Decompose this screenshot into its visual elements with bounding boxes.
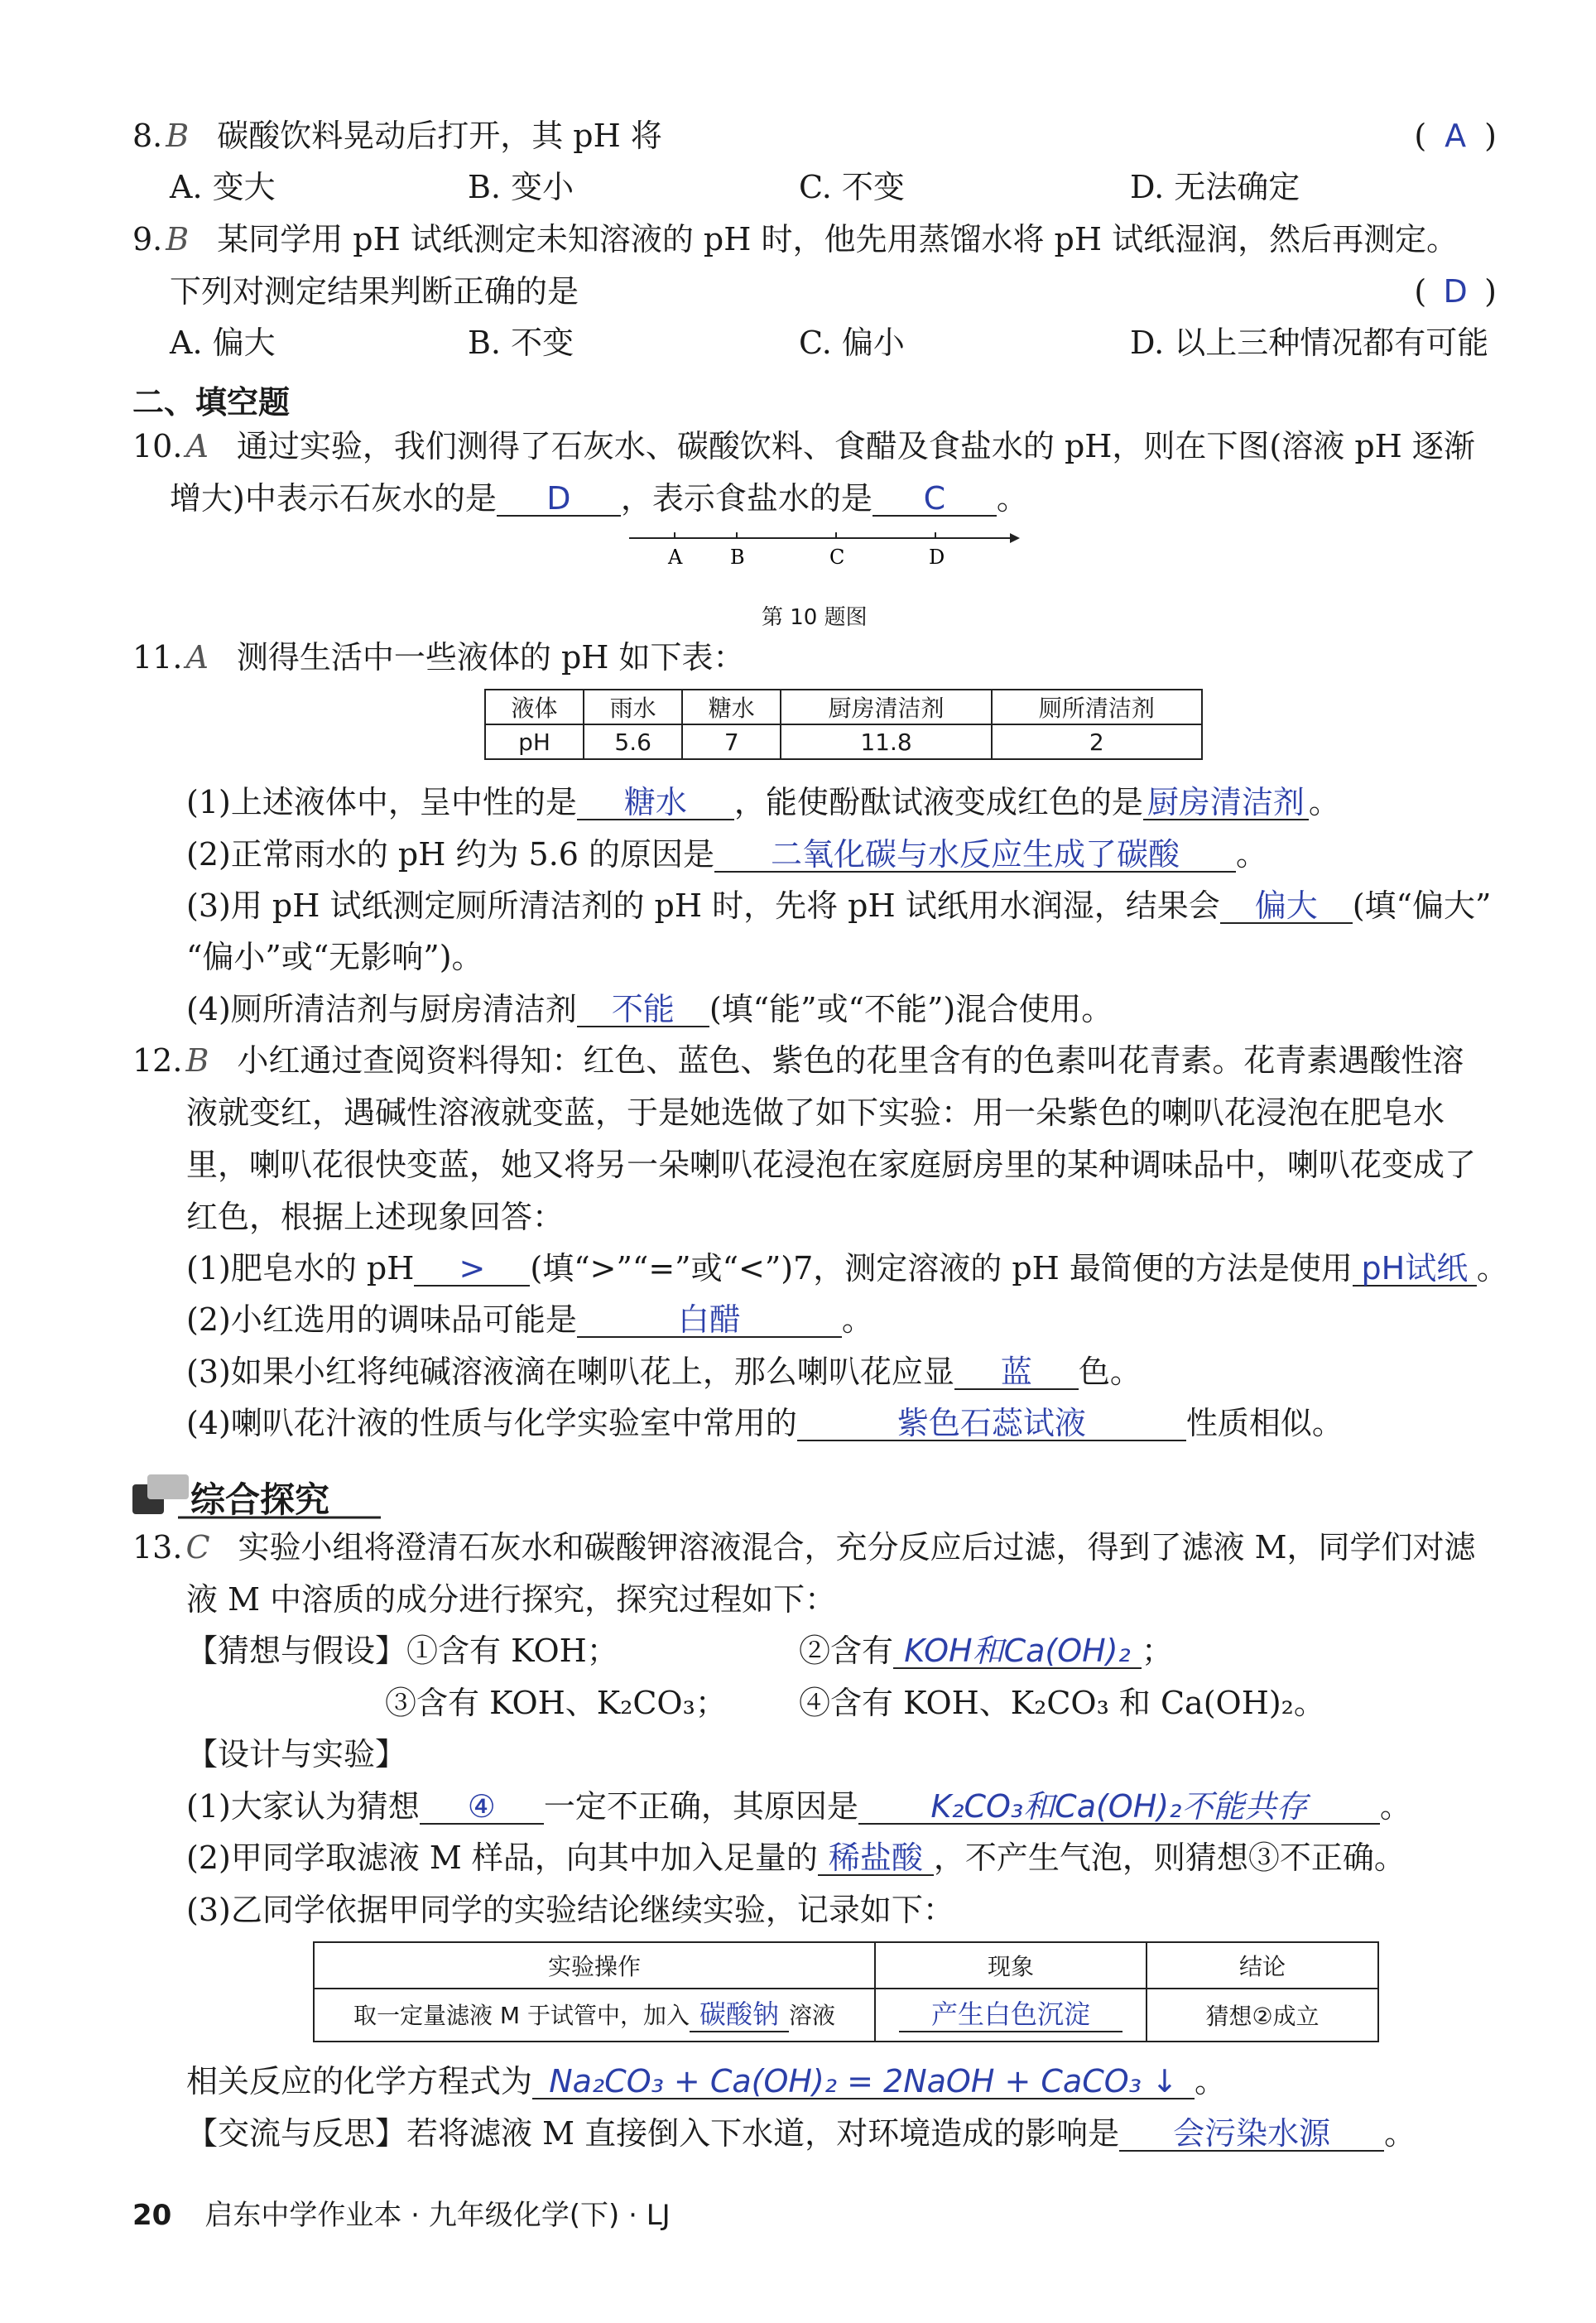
- q13-stem: 13. C 实验小组将澄清石灰水和碳酸钾溶液混合，充分反应后过滤，得到了滤液 M，同学们对滤: [132, 1529, 1476, 1566]
- q9-option-c: C. 偏小: [799, 325, 905, 361]
- q11-blank-4: 偏大: [1220, 889, 1353, 924]
- q12-stem-2: 液就变红，遇碱性溶液就变蓝，于是她选做了如下实验：用一朵紫色的喇叭花浸泡在肥皂水: [186, 1094, 1445, 1131]
- ph-table: [484, 689, 1203, 760]
- q9-stem-2: 下列对测定结果判断正确的是: [170, 273, 579, 310]
- q13-blank-2: K₂CO₃和Ca(OH)₂不能共存: [858, 1790, 1380, 1825]
- q10-blank-1: D: [497, 482, 621, 517]
- table-row: 液体 雨水 糖水 厨房清洁剂 厕所清洁剂: [485, 690, 1202, 724]
- axis-label-b: B: [730, 546, 745, 567]
- q13-blank-table-2: 产生白色沉淀: [899, 1998, 1122, 2032]
- q9-answer: D: [1443, 273, 1468, 310]
- q9-option-d: D. 以上三种情况都有可能: [1130, 325, 1489, 361]
- q11-part-4: (4)厕所清洁剂与厨房清洁剂 不能 (填“能”或“不能”)混合使用。: [186, 991, 1113, 1027]
- q11-blank-5: 不能: [577, 993, 709, 1027]
- q13-blank-table-1: 碳酸钠: [690, 1998, 789, 2032]
- q8-option-d: D. 无法确定: [1130, 169, 1300, 205]
- q8-option-a: A. 变大: [170, 169, 276, 205]
- q13-equation: 相关反应的化学方程式为 Na₂CO₃ + Ca(OH)₂ = 2NaOH + CaCO₃ ↓ 。: [186, 2063, 1227, 2099]
- q13-design-label: 【设计与实验】: [186, 1736, 407, 1772]
- q9-option-a: A. 偏大: [170, 325, 276, 361]
- q10-stem: 10. A 通过实验，我们测得了石灰水、碳酸饮料、食醋及食盐水的 pH，则在下图(溶液 pH 逐渐: [132, 428, 1475, 464]
- q13-blank-reflection: 会污染水源: [1119, 2117, 1384, 2152]
- q8-answer-paren: ( A ): [1414, 118, 1497, 154]
- experiment-table: [313, 1941, 1379, 2042]
- q13-blank-hyp: KOH和Ca(OH)₂: [893, 1634, 1142, 1669]
- q12-blank-5: 紫色石蕊试液: [797, 1407, 1186, 1441]
- difficulty-grade: B: [166, 221, 190, 257]
- q9-stem: 9. B 某同学用 pH 试纸测定未知溶液的 pH 时，他先用蒸馏水将 pH 试纸湿润，然后再测定。: [132, 221, 1459, 257]
- axis-label-d: D: [929, 546, 945, 567]
- section-banner: [132, 1469, 381, 1519]
- q8-option-c: C. 不变: [799, 169, 905, 205]
- q9-option-b: B. 不变: [468, 325, 574, 361]
- q11-part-3-cont: “偏小”或“无影响”)。: [186, 939, 483, 975]
- q8-stem: 8. B 碳酸饮料晃动后打开，其 pH 将: [132, 118, 662, 154]
- q11-blank-2: 厨房清洁剂: [1143, 786, 1309, 820]
- q12-part-2: (2)小红选用的调味品可能是 白醋 。: [186, 1301, 873, 1338]
- table-row: 实验操作 现象 结论: [314, 1942, 1378, 1989]
- q11-part-1: (1)上述液体中，呈中性的是 糖水 ，能使酚酞试液变成红色的是 厨房清洁剂 。: [186, 784, 1340, 820]
- q12-blank-2: pH试纸: [1353, 1252, 1477, 1287]
- q12-part-3: (3)如果小红将纯碱溶液滴在喇叭花上，那么喇叭花应显 蓝 色。: [186, 1354, 1142, 1390]
- q10-blank-2: C: [873, 482, 997, 517]
- q13-stem-2: 液 M 中溶质的成分进行探究，探究过程如下：: [186, 1581, 837, 1618]
- q12-stem: 12. B 小红通过查阅资料得知：红色、蓝色、紫色的花里含有的色素叫花青素。花青素遇酸性溶: [132, 1042, 1464, 1079]
- q13-blank-equation: Na₂CO₃ + Ca(OH)₂ = 2NaOH + CaCO₃ ↓: [532, 2065, 1195, 2099]
- q9-answer-paren: ( D ): [1414, 273, 1497, 310]
- q13-hypothesis-2: ②含有 KOH和Ca(OH)₂ ；: [799, 1633, 1174, 1669]
- difficulty-grade: C: [185, 1529, 210, 1566]
- figure-caption: 第 10 题图: [762, 605, 868, 630]
- q13-hypothesis: 【猜想与假设】①含有 KOH；: [186, 1633, 618, 1669]
- q12-part-4: (4)喇叭花汁液的性质与化学实验室中常用的 紫色石蕊试液 性质相似。: [186, 1405, 1344, 1441]
- difficulty-grade: A: [185, 639, 209, 676]
- book-title: 启东中学作业本 · 九年级化学(下) · LJ: [204, 2199, 671, 2232]
- q11-blank-3: 二氧化碳与水反应生成了碳酸: [714, 838, 1236, 873]
- q12-stem-3: 里，喇叭花很快变蓝，她又将另一朵喇叭花浸泡在家庭厨房里的某种调味品中，喇叭花变成了: [186, 1147, 1477, 1183]
- section-heading-fill-in: 二、填空题: [132, 384, 291, 421]
- q12-part-1: (1)肥皂水的 pH > (填“>”“=”或“<”)7，测定溶液的 pH 最简便的方法是使用 pH试纸 。: [186, 1250, 1508, 1287]
- q12-stem-4: 红色，根据上述现象回答：: [186, 1199, 565, 1235]
- q13-hypothesis-4: ④含有 KOH、K₂CO₃ 和 Ca(OH)₂。: [799, 1685, 1325, 1721]
- q11-part-3: (3)用 pH 试纸测定厕所清洁剂的 pH 时，先将 pH 试纸用水润湿，结果会 偏大 (填“偏大”: [186, 887, 1492, 924]
- section-heading-inquiry: 综合探究: [190, 1479, 330, 1520]
- page-footer: [132, 2192, 671, 2233]
- difficulty-grade: B: [166, 118, 190, 154]
- q8-answer: A: [1445, 118, 1467, 154]
- q13-design-3: (3)乙同学依据甲同学的实验结论继续实验，记录如下：: [186, 1892, 954, 1928]
- q12-blank-3: 白醋: [577, 1303, 842, 1338]
- q13-blank-3: 稀盐酸: [818, 1841, 934, 1876]
- q12-blank-4: 蓝: [954, 1355, 1079, 1390]
- q13-design-2: (2)甲同学取滤液 M 样品，向其中加入足量的 稀盐酸 ，不产生气泡，则猜想③不正确。: [186, 1840, 1406, 1876]
- table-row: pH 5.6 7 11.8 2: [485, 724, 1202, 759]
- axis-label-a: A: [668, 546, 683, 567]
- table-row: 取一定量滤液 M 于试管中，加入 碳酸钠 溶液 产生白色沉淀 猜想②成立: [314, 1989, 1378, 2042]
- q13-design-1: (1)大家认为猜想 ④ 一定不正确，其原因是 K₂CO₃和Ca(OH)₂不能共存 。: [186, 1788, 1411, 1825]
- q12-blank-1: >: [414, 1252, 530, 1287]
- axis-label-c: C: [829, 546, 845, 567]
- q13-reflection: 【交流与反思】若将滤液 M 直接倒入下水道，对环境造成的影响是 会污染水源 。: [186, 2115, 1416, 2152]
- q10-stem-2: 增大)中表示石灰水的是 D ，表示食盐水的是 C 。: [170, 480, 1028, 517]
- q8-option-b: B. 变小: [468, 169, 574, 205]
- difficulty-grade: A: [185, 428, 209, 464]
- page-number: 20: [132, 2199, 172, 2232]
- q11-stem: 11. A 测得生活中一些液体的 pH 如下表：: [132, 639, 745, 676]
- q11-blank-1: 糖水: [577, 786, 734, 820]
- q13-hypothesis-3: ③含有 KOH、K₂CO₃；: [385, 1685, 727, 1721]
- ph-axis-arrow: [1010, 533, 1020, 543]
- q11-part-2: (2)正常雨水的 pH 约为 5.6 的原因是 二氧化碳与水反应生成了碳酸 。: [186, 836, 1268, 873]
- q13-blank-1: ④: [420, 1790, 544, 1825]
- difficulty-grade: B: [185, 1042, 209, 1079]
- ph-axis-diagram: [625, 526, 1022, 567]
